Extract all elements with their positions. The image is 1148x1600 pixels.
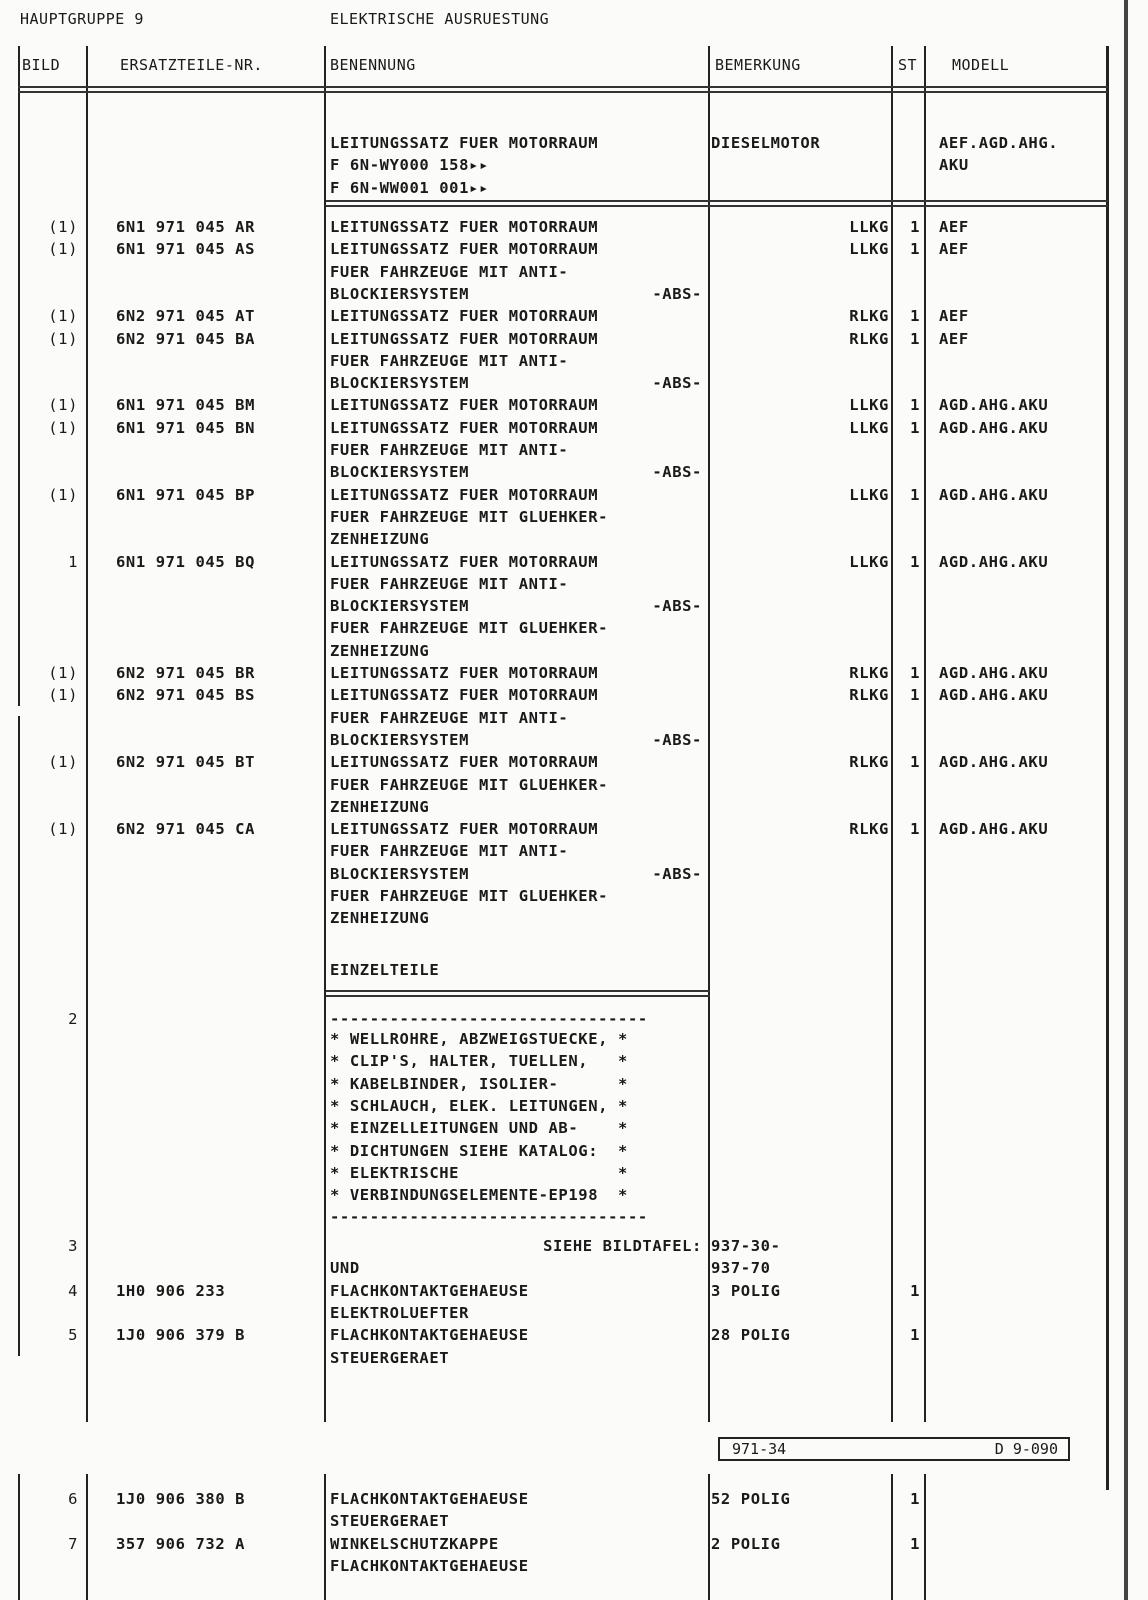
table-row xyxy=(18,1302,1110,1324)
notice-rule: -------------------------------- xyxy=(330,1208,648,1227)
bild-number: (1) xyxy=(48,664,78,682)
part-description: BLOCKIERSYSTEM xyxy=(330,463,470,482)
part-description: ZENHEIZUNG xyxy=(330,909,430,928)
part-number: 6N2 971 045 BR xyxy=(116,664,256,682)
part-description-suffix: -ABS- xyxy=(652,374,702,393)
part-description: FUER FAHRZEUGE MIT ANTI- xyxy=(330,708,569,727)
notice-line xyxy=(18,1117,1110,1139)
bild-number: (1) xyxy=(48,820,78,839)
bild-number: (1) xyxy=(48,396,78,415)
table-row xyxy=(18,1324,1110,1346)
part-description: LEITUNGSSATZ FUER MOTORRAUM xyxy=(330,307,599,326)
table-row xyxy=(18,394,1110,416)
notice-line xyxy=(18,1162,1110,1184)
part-description: FUER FAHRZEUGE MIT GLUEHKER- xyxy=(330,887,609,905)
part-description: STEUERGERAET xyxy=(330,1348,450,1367)
table-row xyxy=(18,1555,1110,1577)
table-row xyxy=(18,595,1110,617)
bild-number: 3 xyxy=(68,1237,78,1255)
part-description: BLOCKIERSYSTEM xyxy=(330,284,470,303)
part-description: FLACHKONTAKTGEHAEUSE xyxy=(330,1326,529,1345)
table-row xyxy=(18,238,1110,260)
part-quantity: 1 xyxy=(910,418,920,437)
table-row xyxy=(18,840,1110,862)
part-model: AEF xyxy=(939,240,969,259)
table-row xyxy=(18,818,1110,840)
part-remark: LLKG xyxy=(849,240,889,259)
bild-number: (1) xyxy=(48,418,78,437)
part-number: 6N1 971 045 BN xyxy=(116,418,256,437)
part-number: 6N2 971 045 BT xyxy=(116,753,256,772)
table-row xyxy=(18,461,1110,483)
part-number: 6N1 971 045 BQ xyxy=(116,552,256,571)
part-description: LEITUNGSSATZ FUER MOTORRAUM xyxy=(330,396,599,415)
intro-text: F 6N-WW001 001▸▸ xyxy=(330,178,489,197)
part-quantity: 1 xyxy=(910,1281,920,1300)
intro-text: F 6N-WY000 158▸▸ xyxy=(330,156,489,175)
table-row xyxy=(18,885,1110,907)
table-row xyxy=(18,551,1110,573)
notice-text: * SCHLAUCH, ELEK. LEITUNGEN, * xyxy=(330,1096,628,1115)
part-description: LEITUNGSSATZ FUER MOTORRAUM xyxy=(330,686,599,705)
part-model: AGD.AHG.AKU xyxy=(939,552,1049,571)
part-remark: 3 POLIG xyxy=(711,1281,781,1300)
table-row xyxy=(18,1347,1110,1369)
part-quantity: 1 xyxy=(910,307,920,326)
part-number: 1J0 906 380 B xyxy=(116,1490,246,1508)
col-header-nr: ERSATZTEILE-NR. xyxy=(120,56,263,74)
part-description: LEITUNGSSATZ FUER MOTORRAUM xyxy=(330,664,599,682)
part-description: FUER FAHRZEUGE MIT ANTI- xyxy=(330,351,569,370)
part-remark: RLKG xyxy=(849,686,889,705)
notice-text: * ELEKTRISCHE * xyxy=(330,1163,628,1182)
part-remark: 937-30- xyxy=(711,1237,781,1255)
table-row xyxy=(18,640,1110,662)
table-row xyxy=(18,1257,1110,1279)
group-title: ELEKTRISCHE AUSRUESTUNG xyxy=(330,10,550,28)
part-quantity: 1 xyxy=(910,664,920,682)
part-remark: LLKG xyxy=(849,396,889,415)
part-description: FUER FAHRZEUGE MIT ANTI- xyxy=(330,441,569,459)
part-description-suffix: -ABS- xyxy=(652,597,702,616)
table-row xyxy=(18,1280,1110,1302)
notice-text: * WELLROHRE, ABZWEIGSTUECKE, * xyxy=(330,1030,628,1048)
part-number: 6N2 971 045 BS xyxy=(116,686,256,705)
table-row xyxy=(18,305,1110,327)
footer-ref: 971-34 xyxy=(732,1440,787,1458)
part-number: 357 906 732 A xyxy=(116,1534,246,1553)
part-description: FLACHKONTAKTGEHAEUSE xyxy=(330,1281,529,1300)
part-remark: LLKG xyxy=(849,552,889,571)
part-model: AEF xyxy=(939,218,969,236)
part-quantity: 1 xyxy=(910,396,920,415)
intro-text: LEITUNGSSATZ FUER MOTORRAUM xyxy=(330,134,599,152)
notice-text: * DICHTUNGEN SIEHE KATALOG: * xyxy=(330,1141,628,1160)
table-row xyxy=(18,774,1110,796)
col-header-bild: BILD xyxy=(22,56,61,74)
part-description: ELEKTROLUEFTER xyxy=(330,1303,470,1322)
part-description: LEITUNGSSATZ FUER MOTORRAUM xyxy=(330,485,599,504)
part-number: 6N2 971 045 AT xyxy=(116,307,256,326)
bild-number: 7 xyxy=(68,1534,78,1553)
part-description: BLOCKIERSYSTEM xyxy=(330,374,470,393)
part-description: ZENHEIZUNG xyxy=(330,641,430,660)
bild-number: (1) xyxy=(48,485,78,504)
part-model: AGD.AHG.AKU xyxy=(939,396,1049,415)
footer-page: D 9-090 xyxy=(994,1440,1058,1458)
table-row xyxy=(18,417,1110,439)
intro-line xyxy=(18,177,1110,199)
notice-rule: -------------------------------- xyxy=(330,1010,648,1028)
page-footer xyxy=(718,1437,1070,1461)
part-description: BLOCKIERSYSTEM xyxy=(330,597,470,616)
section-rule xyxy=(326,990,710,997)
intro-line xyxy=(18,154,1110,176)
parts-table xyxy=(18,46,1110,1490)
part-description: FUER FAHRZEUGE MIT ANTI- xyxy=(330,842,569,861)
notice-line xyxy=(18,1184,1110,1206)
part-remark: RLKG xyxy=(849,329,889,348)
einzelteile-heading: EINZELTEILE xyxy=(330,961,440,979)
part-remark: RLKG xyxy=(849,820,889,839)
part-remark: LLKG xyxy=(849,418,889,437)
part-model: AEF xyxy=(939,307,969,326)
part-description: SIEHE BILDTAFEL: xyxy=(543,1237,702,1255)
header-rule xyxy=(18,86,1108,93)
table-row xyxy=(18,707,1110,729)
table-row xyxy=(18,261,1110,283)
bild-number: 5 xyxy=(68,1326,78,1345)
part-quantity: 1 xyxy=(910,1534,920,1553)
part-description: LEITUNGSSATZ FUER MOTORRAUM xyxy=(330,329,599,348)
part-remark: RLKG xyxy=(849,753,889,772)
part-model: AGD.AHG.AKU xyxy=(939,753,1049,772)
part-remark: 937-70 xyxy=(711,1259,771,1278)
table-row xyxy=(18,216,1110,238)
continued-table xyxy=(18,1474,1110,1600)
part-model: AGD.AHG.AKU xyxy=(939,664,1049,682)
group-label: HAUPTGRUPPE 9 xyxy=(20,10,144,28)
part-quantity: 1 xyxy=(910,218,920,236)
part-description-suffix: -ABS- xyxy=(652,864,702,883)
notice-line xyxy=(18,1073,1110,1095)
part-number: 1J0 906 379 B xyxy=(116,1326,246,1345)
part-quantity: 1 xyxy=(910,552,920,571)
bild-number: (1) xyxy=(48,753,78,772)
part-description: FUER FAHRZEUGE MIT GLUEHKER- xyxy=(330,507,609,526)
intro-modell: AEF.AGD.AHG. xyxy=(939,134,1059,152)
part-description: WINKELSCHUTZKAPPE xyxy=(330,1534,499,1553)
notice-text: * EINZELLEITUNGEN UND AB- * xyxy=(330,1119,628,1138)
part-description-suffix: -ABS- xyxy=(652,463,702,482)
part-description: LEITUNGSSATZ FUER MOTORRAUM xyxy=(330,218,599,236)
section-rule xyxy=(326,200,1108,207)
part-description: LEITUNGSSATZ FUER MOTORRAUM xyxy=(330,552,599,571)
part-remark: RLKG xyxy=(849,307,889,326)
bild-number: 1 xyxy=(68,552,78,571)
bild-number: 2 xyxy=(68,1010,78,1028)
table-row xyxy=(18,1533,1110,1555)
part-remark: 28 POLIG xyxy=(711,1326,791,1345)
part-number: 1H0 906 233 xyxy=(116,1281,226,1300)
part-description: FUER FAHRZEUGE MIT ANTI- xyxy=(330,262,569,281)
part-description: LEITUNGSSATZ FUER MOTORRAUM xyxy=(330,753,599,772)
part-quantity: 1 xyxy=(910,329,920,348)
part-quantity: 1 xyxy=(910,1490,920,1508)
table-row xyxy=(18,1488,1110,1510)
table-row xyxy=(18,350,1110,372)
part-quantity: 1 xyxy=(910,485,920,504)
part-number: 6N1 971 045 AS xyxy=(116,240,256,259)
table-row xyxy=(18,1235,1110,1257)
page-header xyxy=(20,10,549,28)
table-row xyxy=(18,528,1110,550)
part-remark: LLKG xyxy=(849,218,889,236)
part-model: AGD.AHG.AKU xyxy=(939,485,1049,504)
table-row xyxy=(18,573,1110,595)
table-row xyxy=(18,372,1110,394)
part-remark: RLKG xyxy=(849,664,889,682)
bild-number: (1) xyxy=(48,307,78,326)
section-heading xyxy=(18,959,1110,981)
part-quantity: 1 xyxy=(910,240,920,259)
part-description: LEITUNGSSATZ FUER MOTORRAUM xyxy=(330,240,599,259)
part-description: BLOCKIERSYSTEM xyxy=(330,730,470,749)
table-row xyxy=(18,684,1110,706)
intro-bemerkung: DIESELMOTOR xyxy=(711,134,821,152)
part-remark: LLKG xyxy=(849,485,889,504)
part-quantity: 1 xyxy=(910,820,920,839)
bild-number: (1) xyxy=(48,329,78,348)
part-description: FUER FAHRZEUGE MIT GLUEHKER- xyxy=(330,775,609,794)
table-row xyxy=(18,729,1110,751)
page-edge xyxy=(1124,0,1128,1600)
part-quantity: 1 xyxy=(910,1326,920,1345)
part-description: ZENHEIZUNG xyxy=(330,530,430,549)
part-number: 6N2 971 045 CA xyxy=(116,820,256,839)
notice-line xyxy=(18,1050,1110,1072)
bild-number: (1) xyxy=(48,240,78,259)
part-quantity: 1 xyxy=(910,753,920,772)
table-row xyxy=(18,751,1110,773)
part-number: 6N1 971 045 AR xyxy=(116,218,256,236)
col-header-modell: MODELL xyxy=(952,56,1010,74)
part-model: AGD.AHG.AKU xyxy=(939,418,1049,437)
table-row xyxy=(18,863,1110,885)
part-model: AGD.AHG.AKU xyxy=(939,686,1049,705)
part-description: LEITUNGSSATZ FUER MOTORRAUM xyxy=(330,418,599,437)
part-number: 6N1 971 045 BM xyxy=(116,396,256,415)
intro-line xyxy=(18,132,1110,154)
notice-line xyxy=(18,1028,1110,1050)
bild-number: 4 xyxy=(68,1281,78,1300)
table-row xyxy=(18,907,1110,929)
table-row xyxy=(18,439,1110,461)
bild-number: 6 xyxy=(68,1490,78,1508)
part-description: BLOCKIERSYSTEM xyxy=(330,864,470,883)
table-row xyxy=(18,1510,1110,1532)
notice-line xyxy=(18,1140,1110,1162)
part-quantity: 1 xyxy=(910,686,920,705)
part-description: FUER FAHRZEUGE MIT ANTI- xyxy=(330,574,569,593)
notice-rule xyxy=(18,1206,1110,1228)
part-remark: 52 POLIG xyxy=(711,1490,791,1508)
part-number: 6N1 971 045 BP xyxy=(116,485,256,504)
intro-modell: AKU xyxy=(939,156,969,175)
part-description: ZENHEIZUNG xyxy=(330,797,430,816)
part-description: STEUERGERAET xyxy=(330,1512,450,1531)
notice-rule xyxy=(18,1008,1110,1030)
table-row xyxy=(18,484,1110,506)
part-remark: 2 POLIG xyxy=(711,1534,781,1553)
notice-text: * KABELBINDER, ISOLIER- * xyxy=(330,1074,628,1093)
table-row xyxy=(18,796,1110,818)
part-description: LEITUNGSSATZ FUER MOTORRAUM xyxy=(330,820,599,839)
part-model: AEF xyxy=(939,329,969,348)
part-description-suffix: -ABS- xyxy=(652,730,702,749)
notice-text: * CLIP'S, HALTER, TUELLEN, * xyxy=(330,1052,628,1071)
part-description: FLACHKONTAKTGEHAEUSE xyxy=(330,1490,529,1508)
notice-line xyxy=(18,1095,1110,1117)
bild-number: (1) xyxy=(48,686,78,705)
notice-text: * VERBINDUNGSELEMENTE-EP198 * xyxy=(330,1186,628,1205)
part-number: 6N2 971 045 BA xyxy=(116,329,256,348)
bild-number: (1) xyxy=(48,218,78,236)
table-row xyxy=(18,283,1110,305)
part-description-suffix: -ABS- xyxy=(652,284,702,303)
col-header-benennung: BENENNUNG xyxy=(330,56,416,74)
table-row xyxy=(18,328,1110,350)
table-row xyxy=(18,506,1110,528)
table-row xyxy=(18,617,1110,639)
part-description: UND xyxy=(330,1259,360,1278)
col-header-st: ST xyxy=(898,56,918,74)
col-header-bemerkung: BEMERKUNG xyxy=(715,56,801,74)
part-description: FLACHKONTAKTGEHAEUSE xyxy=(330,1556,529,1575)
table-row xyxy=(18,662,1110,684)
part-description: FUER FAHRZEUGE MIT GLUEHKER- xyxy=(330,619,609,638)
part-model: AGD.AHG.AKU xyxy=(939,820,1049,839)
